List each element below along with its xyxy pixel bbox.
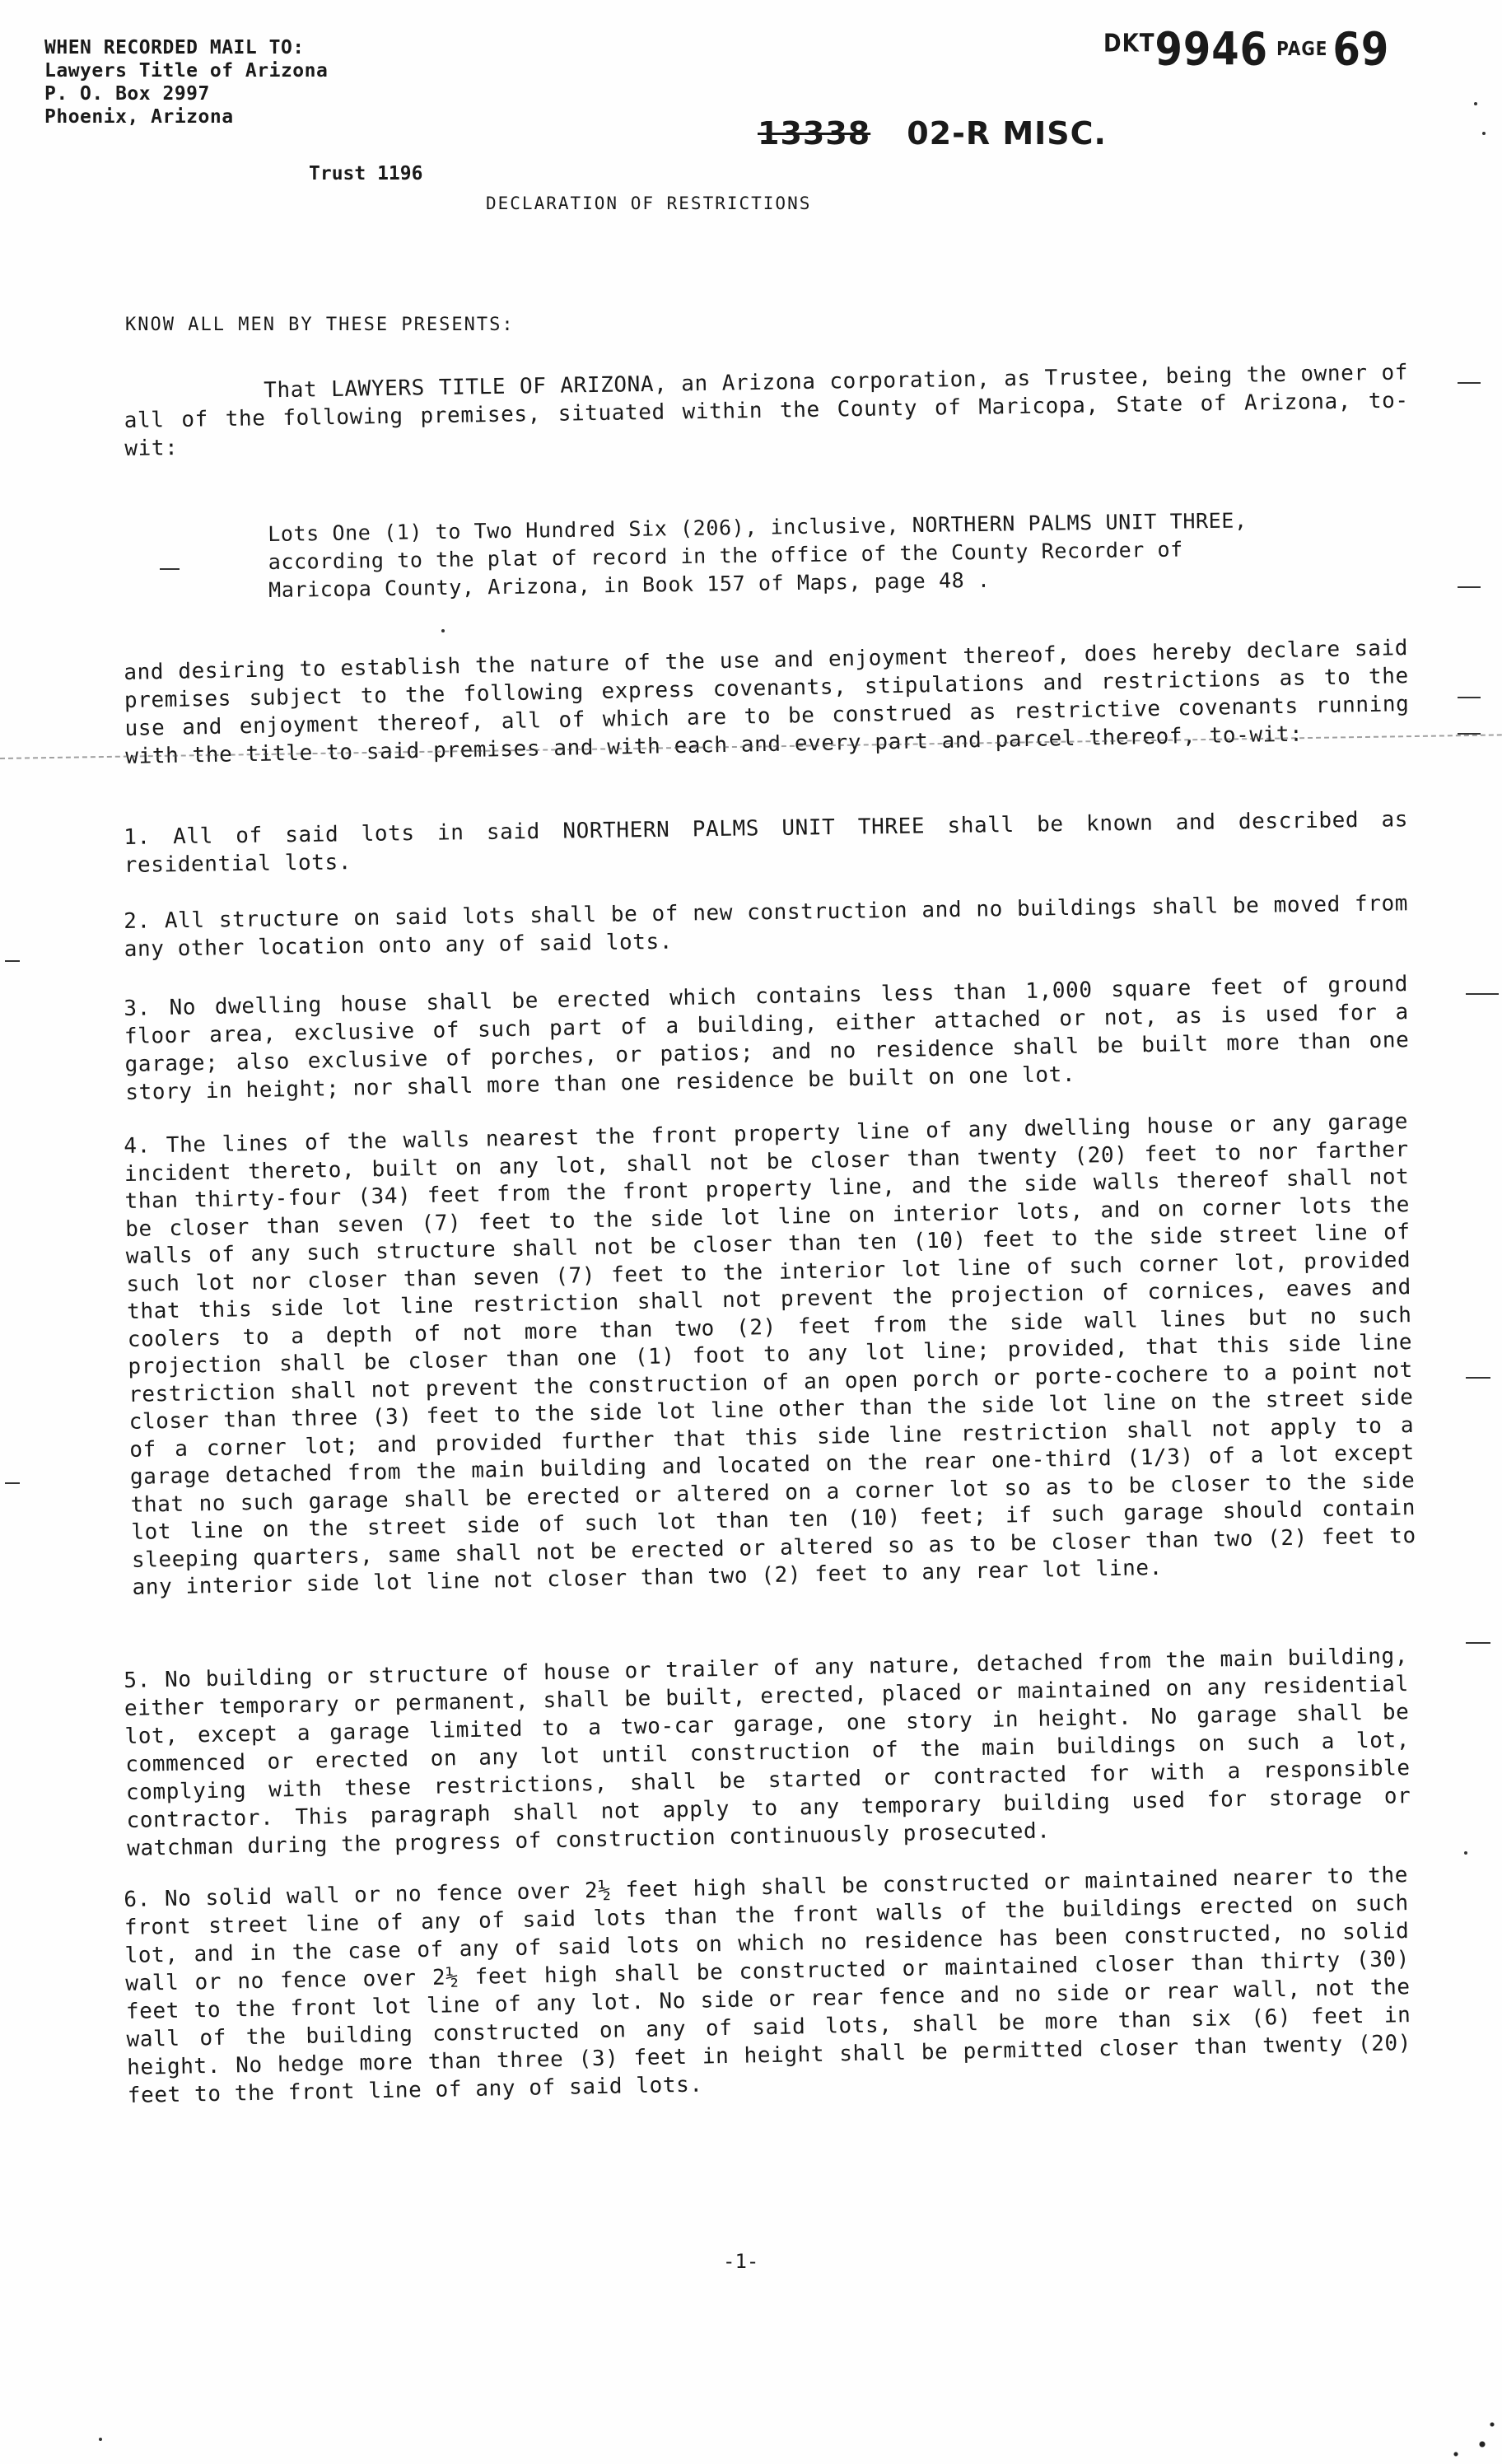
docket-prefix: DKT [1103, 30, 1155, 58]
restriction-4: 4. The lines of the walls nearest the front property line of any dwelling house or any garage incident thereto, built on any lot, shall not be closer than twenty (20) feet to nor farther than thirty-four (34) feet from the front property line, and the side walls thereof shall not be closer than seven (7) feet to the side lot line on interior lots, and on corner lots the walls of any such structure shall not be closer than ten (10) feet to the side street line of such lot nor closer than seven (7) feet to the interior lot line of such corner lot, provided that this side lot line restriction shall not prevent the projection of cornices, eaves and coolers to a depth of not more than two (2) feet from the side wall lines but no such projection shall be closer than one (1) foot to any lot line; provided, that this side line restriction shall not prevent the construction of an open porch or porte-cochere to a point not closer than three (3) feet to the side lot line other than the side lot line on the street side of a corner lot; and provided further that this side line restriction shall not apply to a garage detached from the main building and located on the rear one-third (1/3) of a lot except that no such garage shall be erected or altered on a corner lot so as to be closer to the side lot line on the street side of such lot than ten (10) feet; if such garage should contain sleeping quarters, same shall not be erected or altered so as to be closer than two (2) feet to any interior side lot line not closer than two (2) feet to any rear lot line. [124, 1109, 1416, 1600]
salutation: KNOW ALL MEN BY THESE PRESENTS: [125, 315, 515, 335]
page-number: -1- [723, 2250, 759, 2273]
record-type: 02-R MISC. [907, 115, 1107, 152]
scan-speck [441, 629, 445, 632]
lots-description: Lots One (1) to Two Hundred Six (206), inclusive, NORTHERN PALMS UNIT THREE, according to the plat of record in the office of the County Recorder of Maricopa County, Arizona, in Book 157 of Maps, page 48 . [268, 508, 1248, 602]
scan-speck [1474, 102, 1477, 105]
return-address-block [44, 36, 328, 128]
docket-number: 9946 [1154, 23, 1269, 77]
margin-mark [5, 1482, 20, 1484]
margin-mark [1466, 993, 1499, 995]
return-line: Phoenix, Arizona [44, 106, 234, 128]
return-line: Lawyers Title of Arizona [44, 60, 329, 82]
margin-mark [1458, 586, 1481, 588]
restriction-5: 5. No building or structure of house or trailer of any nature, detached from the main building, either temporary or permanent, shall be built, erected, placed or maintained on any residential lot, except a garage limited to a two-car garage, one story in height. No garage shall be commenced or erected on any lot until construction of the main buildings on such a lot, complying with these restrictions, shall be started or contracted for with a responsible contractor. This paragraph shall not apply to any temporary building used for storage or watchman during the progress of construction continuously prosecuted. [124, 1644, 1411, 1861]
restriction-3: 3. No dwelling house shall be erected which contains less than 1,000 square feet of ground floor area, exclusive of such part of a building, either attached or not, as is used for a garage; also exclusive of porches, or patios; and no residence shall be built more than one story in height; nor shall more than one residence be built on one lot. [124, 972, 1410, 1105]
margin-mark [1458, 697, 1481, 698]
scan-speck [1464, 1851, 1467, 1855]
margin-mark [1458, 382, 1481, 384]
scan-speck [1482, 132, 1486, 135]
margin-mark [5, 960, 20, 962]
record-number: 13338 [758, 115, 871, 152]
scan-speck [99, 2438, 102, 2441]
restriction-6: 6. No solid wall or no fence over 2½ feet high shall be constructed or maintained nearer to the front street line of any of said lots than the front walls of the buildings erected on such lot, and in the case of any of said lots on which no residence has been constructed, no solid wall or no fence over 2½ feet high shall be constructed or maintained closer than thirty (30) feet to the front lot line of any lot. No side or rear fence and no side or rear wall, not the wall of the building constructed on any of said lots, shall be more than six (6) feet in height. No hedge more than three (3) feet in height shall be permitted closer than twenty (20) feet to the front line of any of said lots. [124, 1863, 1412, 2108]
restriction-2: 2. All structure on said lots shall be of new construction and no buildings shall be moved from any other location onto any of said lots. [124, 891, 1409, 962]
restriction-1: 1. All of said lots in said NORTHERN PALMS UNIT THREE shall be known and described as residential lots. [124, 807, 1409, 878]
docket-page-number: 69 [1332, 23, 1390, 77]
return-line: P. O. Box 2997 [44, 83, 210, 105]
margin-mark [1458, 733, 1481, 735]
trust-number: Trust 1196 [309, 163, 423, 184]
page-prefix: PAGE [1276, 37, 1328, 60]
docket-stamp [1103, 23, 1389, 76]
margin-mark [1466, 1377, 1490, 1379]
return-line: WHEN RECORDED MAIL TO: [44, 37, 305, 58]
margin-mark [1466, 1642, 1490, 1644]
record-stamp [758, 115, 1107, 152]
intro-paragraph: That LAWYERS TITLE OF ARIZONA, an Arizona corporation, as Trustee, being the owner of all of the following premises, situated within the County of Maricopa, State of Arizona, to-wit: [124, 360, 1409, 461]
document-title: DECLARATION OF RESTRICTIONS [486, 194, 812, 213]
scan-corner-noise [1436, 2415, 1502, 2464]
desiring-paragraph: and desiring to establish the nature of the use and enjoyment thereof, does hereby declare said premises subject to the following express covenants, stipulations and restrictions as to the use and enjoyment thereof, all of which are to be construed as restrictive covenants running with the title to said premises and with each and every part and parcel thereof, to-wit: [124, 636, 1410, 769]
margin-mark [160, 568, 180, 570]
